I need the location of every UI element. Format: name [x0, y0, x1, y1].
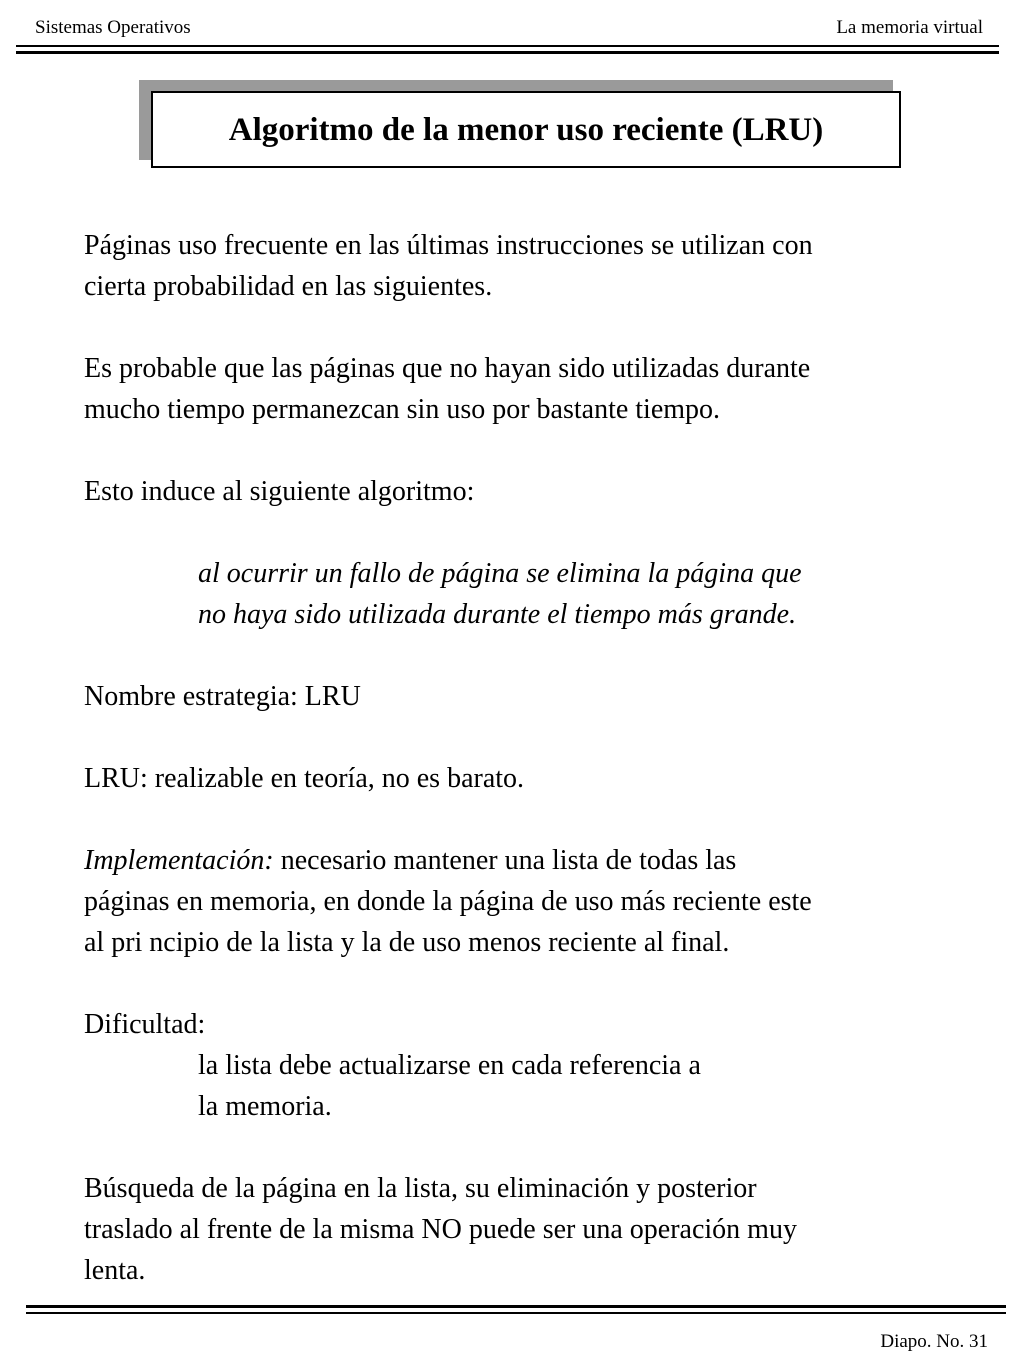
- title-box: [151, 91, 901, 168]
- paragraph-unused-pages: [84, 348, 810, 430]
- paragraph-line: la memoria.: [198, 1091, 332, 1122]
- footer-rule-bottom: [26, 1312, 1006, 1314]
- header-topic: La memoria virtual: [836, 17, 983, 38]
- paragraph-line: lenta.: [84, 1255, 146, 1286]
- paragraph-frequent-pages: [84, 225, 813, 307]
- paragraph-line: necesario mantener una lista de todas las: [273, 845, 737, 876]
- paragraph-line: Es probable que las páginas que no hayan sido utilizadas durante: [84, 353, 811, 384]
- paragraph-line: Dificultad:: [84, 1009, 206, 1040]
- slide-number: Diapo. No. 31: [880, 1331, 988, 1352]
- header-rule-bottom: [16, 51, 999, 54]
- footer-rule-top: [26, 1305, 1006, 1308]
- difficulty-text: [198, 1045, 701, 1127]
- lru-feasibility: [84, 758, 524, 799]
- header-course-name: Sistemas Operativos: [35, 17, 191, 38]
- strategy-name: [84, 676, 361, 717]
- difficulty-label: [84, 1004, 205, 1045]
- paragraph-implementation: [84, 840, 812, 963]
- paragraph-line: la lista debe actualizarse en cada referencia a: [198, 1050, 701, 1081]
- paragraph-line: traslado al frente de la misma NO puede ser una operación muy: [84, 1214, 797, 1245]
- paragraph-search: [84, 1168, 797, 1291]
- paragraph-induces: [84, 471, 474, 512]
- header-rule-top: [16, 45, 999, 47]
- paragraph-line: Nombre estrategia: LRU: [84, 681, 361, 712]
- paragraph-line: Páginas uso frecuente en las últimas instrucciones se utilizan con: [84, 230, 813, 261]
- paragraph-line: al pri ncipio de la lista y la de uso menos reciente al final.: [84, 927, 730, 958]
- paragraph-line: mucho tiempo permanezcan sin uso por bastante tiempo.: [84, 394, 721, 425]
- paragraph-line: Búsqueda de la página en la lista, su eliminación y posterior: [84, 1173, 757, 1204]
- paragraph-line: páginas en memoria, en donde la página de uso más reciente este: [84, 886, 812, 917]
- paragraph-line: no haya sido utilizada durante el tiempo más grande.: [198, 599, 797, 630]
- paragraph-line: al ocurrir un fallo de página se elimina la página que: [198, 558, 802, 589]
- paragraph-line: LRU: realizable en teoría, no es barato.: [84, 763, 525, 794]
- paragraph-line: cierta probabilidad en las siguientes.: [84, 271, 493, 302]
- implementation-label: Implementación:: [84, 845, 274, 876]
- algorithm-rule: [198, 553, 802, 635]
- slide-title: Algoritmo de la menor uso reciente (LRU): [228, 111, 824, 148]
- paragraph-line: Esto induce al siguiente algoritmo:: [84, 476, 475, 507]
